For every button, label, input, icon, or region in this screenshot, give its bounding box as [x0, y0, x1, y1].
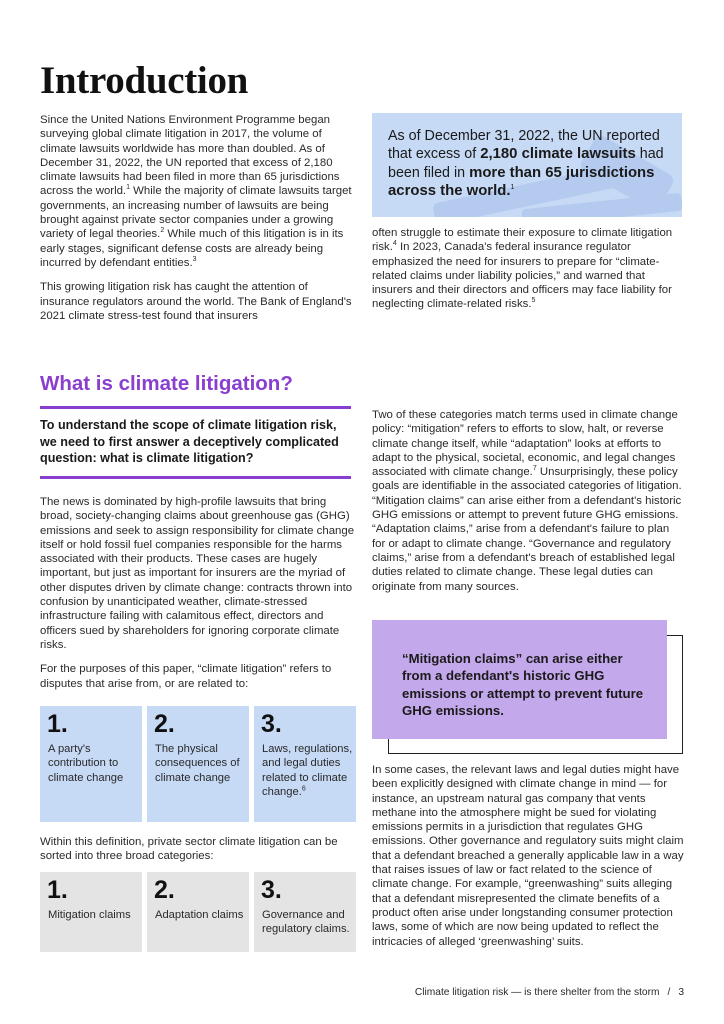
intro-paragraph-1: Since the United Nations Environment Programme began surveying global climate litigation in 2017, the volume of climate lawsuits worldwide has more than doubled. As of December 31, 2022, the UN reported that excess of 2,180 climate lawsuits had been filed in more than 65 jurisdictions across the world.$^1$ While the majority of climate lawsuits target governments, an increasing number of lawsuits are being brought against private sector companies under a growing variety of legal theories.$^2$ While much of this litigation is in its early stages, significant defense costs are already being incurred by defendant entities.$^3$ [40, 114, 352, 269]
section-right-column-bottom [372, 763, 686, 959]
statistic-callout-text: As of December 31, 2022, the UN reported that excess of 2,180 climate lawsuits had been filed in more than 65 jurisdictions across the world.$^1$ [388, 128, 664, 200]
section-heading: What is climate litigation? [40, 372, 293, 395]
category-boxes [40, 872, 356, 952]
section-left-column-top [40, 495, 358, 701]
page-footer [415, 987, 684, 998]
definition-box [147, 706, 249, 822]
section-paragraph-1: The news is dominated by high-profile lawsuits that bring broad, society-changing claims about greenhouse gas (GHG) emissions and seek to assign responsibility for climate change itself or hold fossil fuel companies responsible for the harms associated with their products. These cases are hugely important, but just as important for insurers are the myriad of other disputes driven by climate change: contracts thrown into confusion by unanticipated weather, climate-stressed infrastructure failing with calamitous effect, directors and officers sued by shareholders for ignoring corporate climate risks. [40, 496, 355, 651]
page-title: Introduction [40, 59, 249, 102]
box-label: The physical consequences of climate change [155, 743, 240, 784]
definition-box [254, 706, 356, 822]
box-number: 3. [261, 876, 282, 904]
intro-right-column [372, 226, 684, 322]
box-label: Laws, regulations, and legal duties related to climate change.$^6$ [262, 743, 353, 798]
box-label: Governance and regulatory claims. [262, 909, 350, 936]
section-right-paragraph-1: Two of these categories match terms used in climate change policy: “mitigation” refers to efforts to slow, halt, or reverse climate change itself, while “adaptation” looks at efforts to adapt to the physical, societal, economic, and legal changes associated with climate change.$^7$ Unsurprisingly, these policy goals are identifiable in the associated categories of litigation. “Mitigation claims” can arise either from a defendant's historic GHG emissions or attempt to prevent future GHG emissions. “Adaptation claims,” arise from a defendant's failure to plan for or adapt to climate change. “Governance and regulatory claims,” arise from a defendant's breach of established legal duties related to climate change. These legal duties can originate from many sources. [372, 409, 682, 593]
category-box [147, 872, 249, 952]
footer-title: Climate litigation risk — is there shelter from the storm [414, 987, 660, 998]
section-right-column-top [372, 408, 684, 604]
category-box [40, 872, 142, 952]
box-label: Mitigation claims [48, 909, 131, 921]
intro-paragraph-2: This growing litigation risk has caught the attention of insurance regulators around the world. The Bank of England's 2021 climate stress-test found that insurers [40, 281, 352, 322]
box-number: 1. [47, 876, 68, 904]
section-paragraph-2: For the purposes of this paper, “climate litigation” refers to disputes that arise from, or are related to: [40, 663, 332, 690]
section-left-column-mid [40, 835, 358, 874]
intro-paragraph-3: often struggle to estimate their exposure to climate litigation risk.$^4$ In 2023, Canada's federal insurance regulator emphasized the need for insurers to prepare for “climate-related claims under liability policies,” and warned that insurers and their directors and officers may face liability for neglecting climate-related risks.$^5$ [372, 227, 673, 311]
box-number: 3. [261, 710, 282, 738]
footer-separator: / [667, 987, 671, 998]
definition-box [40, 706, 142, 822]
box-number: 1. [47, 710, 68, 738]
box-number: 2. [154, 710, 175, 738]
section-rule-top [40, 406, 351, 409]
intro-left-column [40, 113, 358, 333]
box-number: 2. [154, 876, 175, 904]
section-rule-bottom [40, 476, 351, 479]
quote-callout-text: “Mitigation claims” can arise either from a defendant's historic GHG emissions or attempt to prevent future GHG emissions. [402, 651, 644, 719]
box-label: A party's contribution to climate change [48, 743, 124, 784]
definition-boxes [40, 706, 356, 822]
quote-callout [372, 620, 667, 739]
box-label: Adaptation claims [155, 909, 244, 921]
section-right-paragraph-2: In some cases, the relevant laws and legal duties might have been explicitly designed with climate change in mind — for instance, an upstream natural gas company that vents methane into the atmosphere might be sued for violating emissions permits in a jurisdiction that regulates GHG emissions. Other governance and regulatory suits might claim that a defendant breached a generally applicable law in a way that raises issues of law or fact related to the science of climate change. For example, “greenwashing” suits alleging that a defendant misrepresented the climate benefits of a product often arise under longstanding consumer protection laws, some of which are now being updated to reflect the intricacies of alleged ‘greenwashing’ suits. [372, 764, 684, 948]
section-paragraph-3: Within this definition, private sector climate litigation can be sorted into three broad categories: [40, 836, 338, 863]
section-lead: To understand the scope of climate litigation risk, we need to first answer a deceptively complicated question: what is climate litigation? [40, 418, 339, 466]
page-number: 3 [678, 987, 684, 998]
statistic-callout [372, 113, 682, 217]
category-box [254, 872, 356, 952]
